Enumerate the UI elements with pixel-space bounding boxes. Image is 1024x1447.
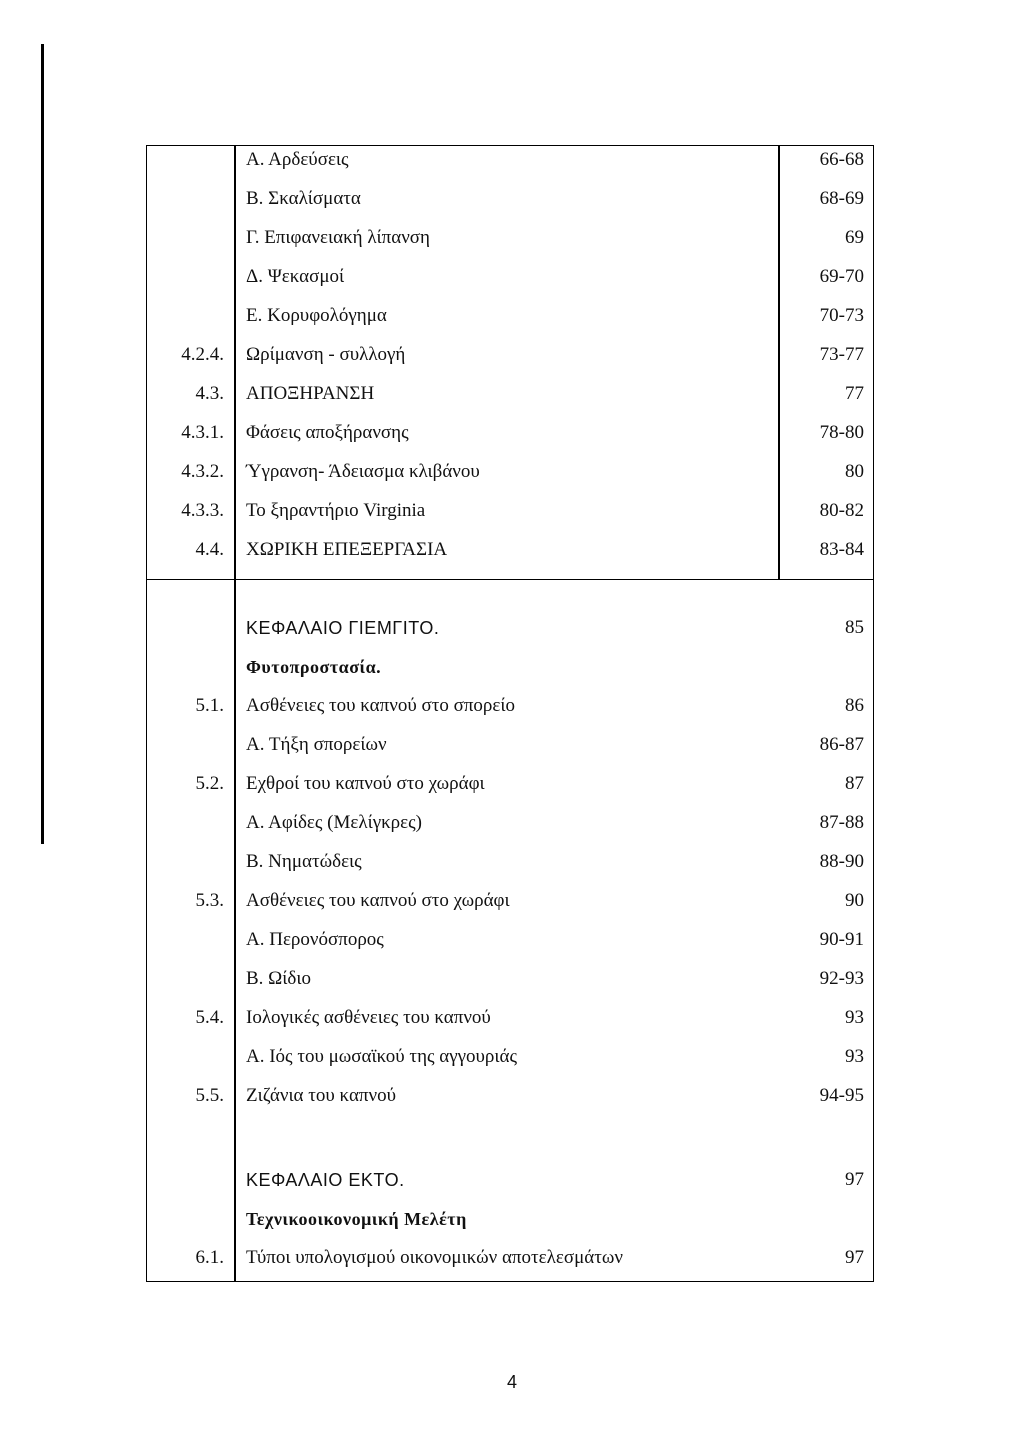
toc-row <box>146 1243 874 1273</box>
toc-row <box>146 1003 874 1033</box>
toc-row-page: 93 <box>845 1046 864 1067</box>
toc-row-number: 5.2. <box>195 773 224 794</box>
toc-row-title: Α. Ιός του μωσαϊκού της αγγουριάς <box>246 1046 518 1067</box>
toc-row <box>146 730 874 760</box>
toc-row-title: Ασθένειες του καπνού στο σπορείο <box>246 695 516 716</box>
toc-row-page: 87 <box>845 773 864 794</box>
toc-row <box>146 1042 874 1072</box>
toc-row-page: 69-70 <box>819 266 864 287</box>
toc-row-page: 77 <box>845 383 864 404</box>
toc-row-page: 94-95 <box>819 1085 864 1106</box>
toc-row <box>146 1081 874 1111</box>
toc-row-page: 86 <box>845 695 864 716</box>
toc-row <box>146 379 874 409</box>
toc-row-number: 4.3.3. <box>181 500 224 521</box>
toc-row-number: 4.3.2. <box>181 461 224 482</box>
toc-row-number: 4.3.1. <box>181 422 224 443</box>
toc-row-page: 69 <box>845 227 864 248</box>
toc-row <box>146 418 874 448</box>
toc-row-page: 80-82 <box>819 500 864 521</box>
toc-row <box>146 301 874 331</box>
toc-row <box>146 184 874 214</box>
toc-row-page: 90 <box>845 890 864 911</box>
toc-row-page: 88-90 <box>819 851 864 872</box>
toc-row-title: Ιολογικές ασθένειες του καπνού <box>246 1007 491 1028</box>
toc-row-number: 4.4. <box>195 539 224 560</box>
toc-row <box>146 691 874 721</box>
toc-row-page: 68-69 <box>819 188 864 209</box>
toc-row-title: Γ. Επιφανειακή λίπανση <box>246 227 430 248</box>
toc-row <box>146 964 874 994</box>
toc-row-number: 4.3. <box>195 383 224 404</box>
toc-row-number: 5.3. <box>195 890 224 911</box>
toc-row-title: Α. Τήξη σπορείων <box>246 734 387 755</box>
toc-row-title: Ε. Κορυφολόγημα <box>246 305 387 326</box>
chapter-heading <box>146 1165 874 1195</box>
toc-row-title: Ζιζάνια του καπνού <box>246 1085 397 1106</box>
toc-row-number: 5.4. <box>195 1007 224 1028</box>
toc-row-title: Β. Ωίδιο <box>246 968 311 989</box>
toc-row-page: 87-88 <box>819 812 864 833</box>
toc-row-title: ΑΠΟΞΗΡΑΝΣΗ <box>246 383 375 404</box>
toc-row-page: 93 <box>845 1007 864 1028</box>
toc-row-page: 92-93 <box>819 968 864 989</box>
toc-row-title: Β. Σκαλίσματα <box>246 188 361 209</box>
toc-row <box>146 535 874 565</box>
toc-row-page: 90-91 <box>819 929 864 950</box>
toc-row-number: 5.1. <box>195 695 224 716</box>
toc-row-title: Ασθένειες του καπνού στο χωράφι <box>246 890 510 911</box>
chapter-5-subtitle: Φυτοπροστασία. <box>246 657 382 677</box>
toc-row-title: Το ξηραντήριο Virginia <box>246 500 426 521</box>
toc-row-title: Ύγρανση- Άδειασμα κλιβάνου <box>246 461 480 482</box>
chapter-6-page: 97 <box>845 1169 864 1190</box>
toc-row <box>146 496 874 526</box>
toc-row-number: 4.2.4. <box>181 344 224 365</box>
toc-row-number: 6.1. <box>195 1247 224 1268</box>
toc-row-title: Α. Αρδεύσεις <box>246 149 349 170</box>
toc-row-page: 86-87 <box>819 734 864 755</box>
toc-row <box>146 145 874 175</box>
toc-row <box>146 340 874 370</box>
toc-row-page: 66-68 <box>819 149 864 170</box>
toc-row-title: Α. Αφίδες (Μελίγκρες) <box>246 812 422 833</box>
toc-row-page: 73-77 <box>819 344 864 365</box>
page-number: 4 <box>506 1372 517 1392</box>
toc-row-title: ΧΩΡΙΚΗ ΕΠΕΞΕΡΓΑΣΙΑ <box>246 539 448 560</box>
chapter-heading <box>146 613 874 643</box>
toc-row-page: 97 <box>845 1247 864 1268</box>
toc-row <box>146 457 874 487</box>
toc-row <box>146 925 874 955</box>
toc-row-title: Ωρίμανση - συλλογή <box>246 344 406 365</box>
toc-row <box>146 262 874 292</box>
toc-row-page: 70-73 <box>819 305 864 326</box>
toc-row-title: Β. Νηματώδεις <box>246 851 362 872</box>
toc-row-title: Α. Περονόσπορος <box>246 929 384 950</box>
toc-row-title: Δ. Ψεκασμοί <box>246 266 345 287</box>
chapter-5-heading: ΚΕΦΑΛΑΙΟ ΓΙΕΜΓΙΤΟ. <box>246 618 440 638</box>
toc-row <box>146 886 874 916</box>
toc-row <box>146 808 874 838</box>
margin-bar <box>41 44 44 844</box>
toc-row-title: Εχθροί του καπνού στο χωράφι <box>246 773 485 794</box>
toc-row <box>146 847 874 877</box>
chapter-5-page: 85 <box>845 617 864 638</box>
toc-row-page: 80 <box>845 461 864 482</box>
toc-row <box>146 223 874 253</box>
toc-row-number: 5.5. <box>195 1085 224 1106</box>
chapter-subtitle <box>146 652 874 682</box>
toc-row-page: 78-80 <box>819 422 864 443</box>
chapter-6-subtitle: Τεχνικοοικονομική Μελέτη <box>246 1209 467 1229</box>
chapter-subtitle <box>146 1204 874 1234</box>
toc-row-title: Τύποι υπολογισμού οικονομικών αποτελεσμάτων <box>246 1247 623 1268</box>
chapter-6-heading: ΚΕΦΑΛΑΙΟ ΕΚΤΟ. <box>246 1170 405 1190</box>
toc-row <box>146 769 874 799</box>
toc-row-title: Φάσεις αποξήρανσης <box>246 422 409 443</box>
toc-row-page: 83-84 <box>819 539 864 560</box>
